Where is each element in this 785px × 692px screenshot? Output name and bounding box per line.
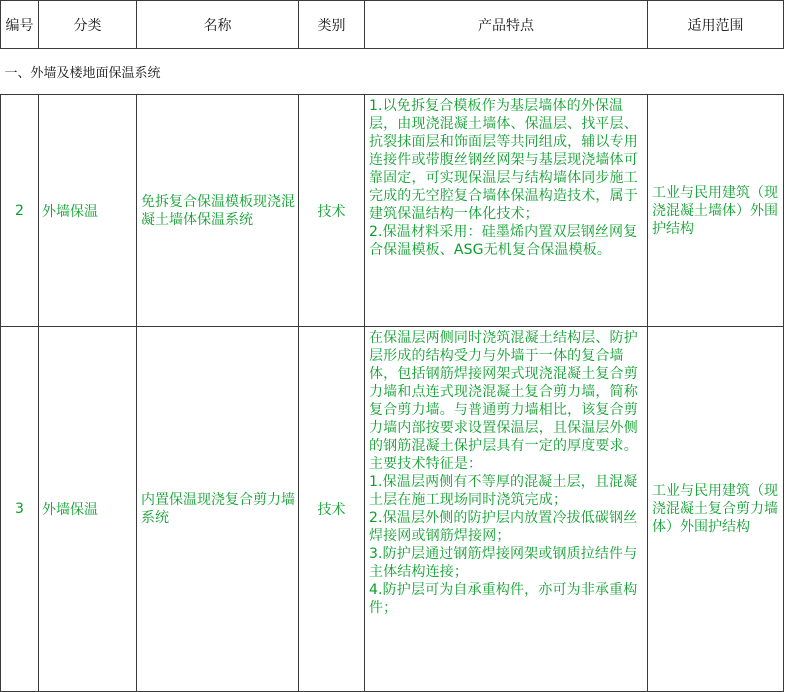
cell-scope[interactable]: 工业与民用建筑（现浇混凝土复合剪力墙体）外围护结构 xyxy=(648,327,784,692)
header-category[interactable]: 分类 xyxy=(39,1,137,49)
cell-features[interactable] xyxy=(365,327,648,692)
cell-features[interactable] xyxy=(365,95,648,327)
features-text: 在保温层两侧同时浇筑混凝土结构层、防护层形成的结构受力与外墙于一体的复合墙体，包括钢筋焊接网架式现浇混凝土复合剪力墙和点连式现浇混凝土复合剪力墙，简称复合剪力墙。与普通剪力墙相比，该复合剪力墙内部按要求设置保温层，且保温层外侧的钢筋混凝土保护层具有一定的厚度要求。 主要技术特征是： 1.保温层两侧有不等厚的混凝土层，且混凝土层在施工现场同时浇筑完成； 2.保温层外侧的防护层内放置冷拔低碳钢丝焊接网或钢筋焊接网； 3.防护层通过钢筋焊接网架或钢质拉结件与主体结构连接； 4.防护层可为自承重构件，亦可为非承重构件； xyxy=(369,330,638,616)
features-text: 1.以免拆复合模板作为基层墙体的外保温层，由现浇混凝土墙体、保温层、找平层、抗裂抹面层和饰面层等共同组成，辅以专用连接件或带腹丝钢丝网架与基层现浇墙体可靠固定，可实现保温层与结构墙体同步施工完成的无空腔复合墙体保温构造技术，属于建筑保温结构一体化技术； 2.保温材料采用：硅墨烯内置双层钢丝网复合保温模板、ASG无机复合保温模板。 xyxy=(369,98,638,258)
header-scope[interactable]: 适用范围 xyxy=(648,1,784,49)
cell-category[interactable]: 外墙保温 xyxy=(39,95,137,327)
cell-name[interactable]: 内置保温现浇复合剪力墙系统 xyxy=(137,327,299,692)
table-row xyxy=(1,95,784,327)
cell-scope[interactable]: 工业与民用建筑（现浇混凝土墙体）外围护结构 xyxy=(648,95,784,327)
table-row xyxy=(1,327,784,692)
section-title[interactable]: 一、外墙及楼地面保温系统 xyxy=(1,49,784,95)
header-num[interactable]: 编号 xyxy=(1,1,39,49)
cell-num[interactable]: 2 xyxy=(1,95,39,327)
header-name[interactable]: 名称 xyxy=(137,1,299,49)
cell-num[interactable]: 3 xyxy=(1,327,39,692)
header-features[interactable]: 产品特点 xyxy=(365,1,648,49)
header-row xyxy=(1,1,784,49)
cell-type[interactable]: 技术 xyxy=(299,95,365,327)
header-type[interactable]: 类别 xyxy=(299,1,365,49)
cell-type[interactable]: 技术 xyxy=(299,327,365,692)
cell-name[interactable]: 免拆复合保温模板现浇混凝土墙体保温系统 xyxy=(137,95,299,327)
cell-category[interactable]: 外墙保温 xyxy=(39,327,137,692)
section-row xyxy=(1,49,784,95)
